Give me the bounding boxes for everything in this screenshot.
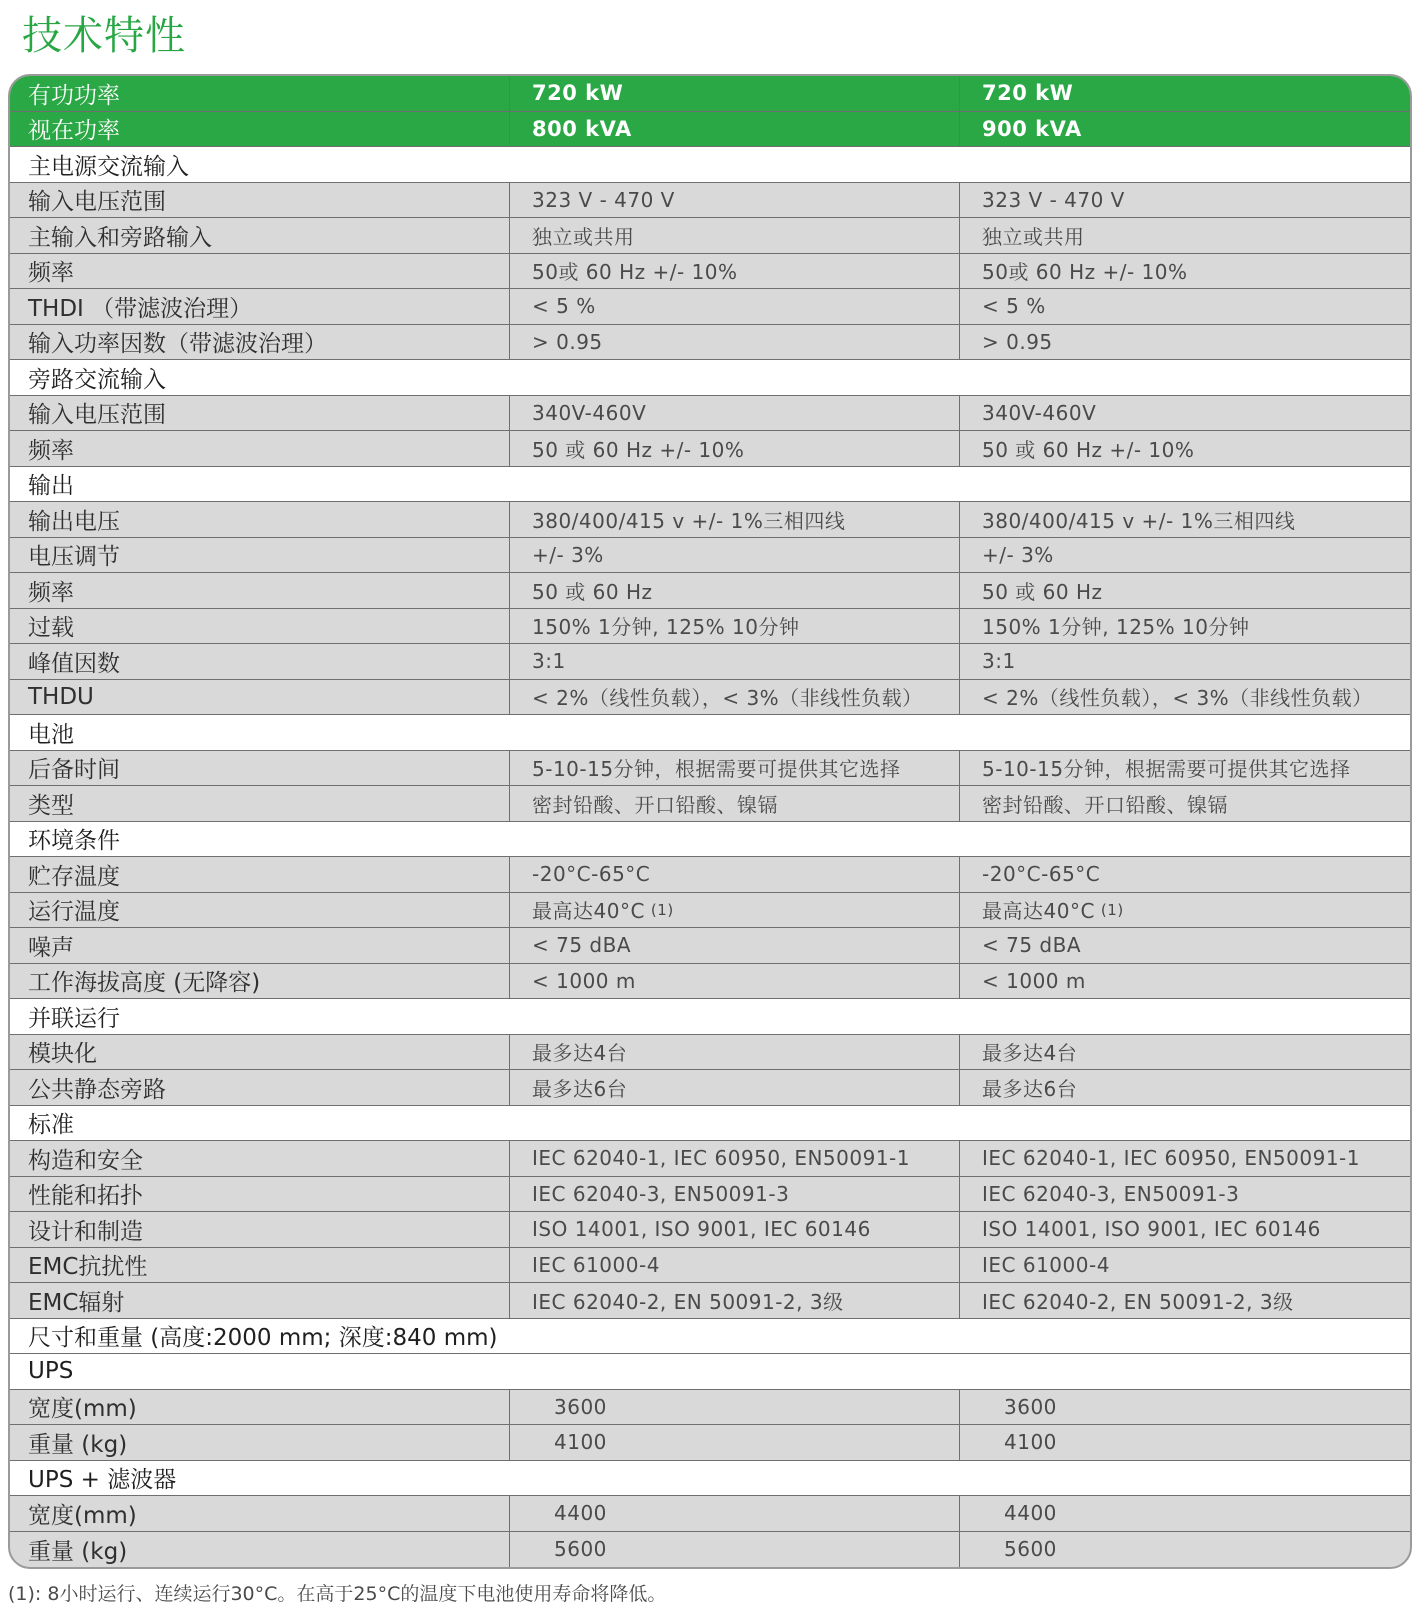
table-row (10, 289, 1410, 325)
spec-value-text: 50 或 60 Hz (982, 579, 1103, 604)
spec-value-text: IEC 62040-1, IEC 60950, EN50091-1 (982, 1146, 1360, 1171)
spec-value-text: 3600 (554, 1394, 607, 1419)
footnote-mark: (1) (1100, 900, 1124, 919)
spec-value-col1 (510, 680, 960, 715)
spec-value-col2 (960, 325, 1410, 360)
spec-value-col2 (960, 76, 1410, 111)
spec-value-text: 4400 (1004, 1501, 1057, 1526)
spec-value-col1 (510, 538, 960, 573)
spec-value-text: < 75 dBA (532, 933, 632, 958)
spec-value-text: ISO 14001, ISO 9001, IEC 60146 (982, 1217, 1321, 1242)
section-header (10, 999, 1410, 1035)
spec-value-text: IEC 61000-4 (532, 1252, 660, 1277)
section-header (10, 1106, 1410, 1142)
section-title: UPS + 滤波器 (28, 1467, 177, 1494)
table-row (10, 1248, 1410, 1284)
spec-value-text: 最多达6台 (982, 1076, 1078, 1101)
section-title: 环境条件 (28, 828, 120, 855)
spec-value-col2 (960, 502, 1410, 537)
spec-value-col1 (510, 644, 960, 679)
spec-value-text: +/- 3% (982, 542, 1054, 567)
spec-value-text: 800 kVA (532, 116, 632, 141)
spec-label: 设计和制造 (10, 1212, 510, 1247)
spec-value-text: 最多达4台 (532, 1041, 628, 1066)
table-row (10, 1283, 1410, 1319)
spec-value-text: 最高达40°C (982, 899, 1095, 924)
spec-value-text: 340V-460V (532, 400, 647, 425)
spec-label: 输出电压 (10, 502, 510, 537)
spec-value-text: 5-10-15分钟，根据需要可提供其它选择 (532, 757, 901, 782)
spec-value-text: 50 或 60 Hz (532, 579, 653, 604)
table-row (10, 1425, 1410, 1461)
spec-value-col2 (960, 1248, 1410, 1283)
spec-value-text: > 0.95 (982, 329, 1053, 354)
spec-value-col2 (960, 751, 1410, 786)
spec-value-col2 (960, 1035, 1410, 1070)
table-row (10, 751, 1410, 787)
footnote-mark: (1) (650, 900, 674, 919)
spec-value-col1 (510, 1248, 960, 1283)
spec-value-text: 4100 (1004, 1430, 1057, 1455)
section-header (10, 1461, 1410, 1497)
spec-value-text: 5600 (554, 1537, 607, 1562)
spec-value-text: < 5 % (532, 294, 596, 319)
spec-value-col1 (510, 1212, 960, 1247)
spec-value-col1 (510, 1177, 960, 1212)
table-row (10, 1496, 1410, 1532)
spec-value-text: 50 或 60 Hz +/- 10% (532, 437, 745, 462)
spec-value-col2 (960, 1283, 1410, 1318)
spec-label: EMC辐射 (10, 1283, 510, 1318)
spec-value-text: -20°C-65°C (982, 862, 1101, 887)
spec-label: 频率 (10, 254, 510, 289)
spec-value-col2 (960, 680, 1410, 715)
spec-value-col1 (510, 76, 960, 111)
spec-value-text: 380/400/415 v +/- 1%三相四线 (532, 508, 846, 533)
spec-label: 输入功率因数（带滤波治理） (10, 325, 510, 360)
section-header (10, 715, 1410, 751)
spec-value-col1 (510, 928, 960, 963)
spec-label: 输入电压范围 (10, 396, 510, 431)
spec-value-col1 (510, 1141, 960, 1176)
table-row (10, 218, 1410, 254)
spec-value-text: 50 或 60 Hz +/- 10% (982, 437, 1195, 462)
spec-label: 后备时间 (10, 751, 510, 786)
spec-value-text: IEC 62040-2, EN 50091-2, 3级 (982, 1289, 1294, 1314)
table-row (10, 1035, 1410, 1071)
table-row (10, 609, 1410, 645)
spec-value-col2 (960, 573, 1410, 608)
spec-label: 电压调节 (10, 538, 510, 573)
table-row (10, 644, 1410, 680)
spec-value-text: 380/400/415 v +/- 1%三相四线 (982, 508, 1296, 533)
spec-value-col1 (510, 1496, 960, 1531)
spec-value-col1 (510, 1390, 960, 1425)
spec-value-text: ISO 14001, ISO 9001, IEC 60146 (532, 1217, 871, 1242)
spec-label: 运行温度 (10, 893, 510, 928)
spec-value-text: 150% 1分钟, 125% 10分钟 (532, 615, 800, 640)
spec-value-col2 (960, 1390, 1410, 1425)
table-row (10, 396, 1410, 432)
table-row (10, 786, 1410, 822)
section-title: 主电源交流输入 (28, 153, 189, 180)
section-title: 尺寸和重量 (高度:2000 mm; 深度:840 mm) (28, 1325, 498, 1352)
spec-value-col2 (960, 218, 1410, 253)
spec-label: 视在功率 (10, 112, 510, 147)
spec-value-col1 (510, 112, 960, 147)
table-row (10, 680, 1410, 716)
table-row (10, 964, 1410, 1000)
spec-value-col1 (510, 964, 960, 999)
spec-value-text: -20°C-65°C (532, 862, 651, 887)
spec-value-text: 最高达40°C (532, 899, 645, 924)
footnote: (1): 8小时运行、连续运行30°C。在高于25°C的温度下电池使用寿命将降低。 (8, 1583, 667, 1605)
spec-value-col1 (510, 254, 960, 289)
spec-value-col1 (510, 609, 960, 644)
spec-value-col1 (510, 786, 960, 821)
spec-label: 宽度(mm) (10, 1390, 510, 1425)
section-title: 并联运行 (28, 1005, 120, 1032)
spec-value-text: 340V-460V (982, 400, 1097, 425)
page-title: 技术特性 (22, 13, 186, 59)
spec-value-col2 (960, 644, 1410, 679)
table-row (10, 325, 1410, 361)
spec-value-col1 (510, 183, 960, 218)
spec-value-text: 独立或共用 (532, 224, 635, 249)
spec-value-text: IEC 62040-3, EN50091-3 (982, 1181, 1240, 1206)
spec-value-text: 323 V - 470 V (982, 187, 1125, 212)
spec-value-text: 最多达6台 (532, 1076, 628, 1101)
spec-label: 工作海拔高度 (无降容) (10, 964, 510, 999)
spec-value-text: IEC 62040-2, EN 50091-2, 3级 (532, 1289, 844, 1314)
table-row (10, 502, 1410, 538)
spec-label: 主输入和旁路输入 (10, 218, 510, 253)
spec-value-text: 5-10-15分钟，根据需要可提供其它选择 (982, 757, 1351, 782)
spec-label: 贮存温度 (10, 857, 510, 892)
table-row (10, 1212, 1410, 1248)
spec-value-col2 (960, 289, 1410, 324)
spec-value-text: 720 kW (982, 81, 1074, 106)
spec-value-text: 4400 (554, 1501, 607, 1526)
table-row (10, 183, 1410, 219)
spec-value-col1 (510, 1425, 960, 1460)
spec-value-col2 (960, 786, 1410, 821)
spec-label: 重量 (kg) (10, 1532, 510, 1568)
spec-label: 公共静态旁路 (10, 1070, 510, 1105)
spec-value-text: 50或 60 Hz +/- 10% (982, 260, 1188, 285)
spec-value-text: 独立或共用 (982, 224, 1085, 249)
spec-value-text: 3:1 (982, 649, 1016, 674)
section-header (10, 360, 1410, 396)
spec-table (8, 74, 1412, 1569)
spec-value-text: IEC 61000-4 (982, 1252, 1110, 1277)
table-row (10, 1390, 1410, 1426)
section-title: 电池 (28, 721, 74, 748)
section-title: UPS (28, 1358, 74, 1385)
table-row (10, 538, 1410, 574)
spec-label: 噪声 (10, 928, 510, 963)
section-header (10, 147, 1410, 183)
spec-value-col1 (510, 857, 960, 892)
spec-label: 输入电压范围 (10, 183, 510, 218)
spec-value-text: 3600 (1004, 1394, 1057, 1419)
spec-value-col2 (960, 1496, 1410, 1531)
spec-value-col2 (960, 609, 1410, 644)
section-header (10, 822, 1410, 858)
spec-value-text: 密封铅酸、开口铅酸、镍镉 (982, 792, 1228, 817)
spec-value-text: 3:1 (532, 649, 566, 674)
spec-value-text: < 2%（线性负载），< 3%（非线性负载） (532, 686, 923, 711)
spec-value-col2 (960, 431, 1410, 466)
spec-label: 过载 (10, 609, 510, 644)
section-title: 旁路交流输入 (28, 366, 166, 393)
section-title: 标准 (28, 1112, 74, 1139)
spec-value-col2 (960, 1425, 1410, 1460)
spec-value-text: 50或 60 Hz +/- 10% (532, 260, 738, 285)
table-row (10, 431, 1410, 467)
spec-value-col1 (510, 325, 960, 360)
spec-value-text: < 2%（线性负载），< 3%（非线性负载） (982, 686, 1373, 711)
spec-value-text: 密封铅酸、开口铅酸、镍镉 (532, 792, 778, 817)
spec-value-text: < 1000 m (982, 968, 1086, 993)
section-header (10, 1354, 1410, 1390)
spec-value-col2 (960, 1212, 1410, 1247)
spec-value-col2 (960, 538, 1410, 573)
spec-value-col2 (960, 183, 1410, 218)
spec-label: THDI （带滤波治理） (10, 289, 510, 324)
spec-value-col2 (960, 254, 1410, 289)
spec-value-col2 (960, 1070, 1410, 1105)
spec-value-col2 (960, 964, 1410, 999)
spec-label: 有功功率 (10, 76, 510, 111)
table-row (10, 1177, 1410, 1213)
spec-value-text: < 1000 m (532, 968, 636, 993)
spec-value-col1 (510, 751, 960, 786)
spec-value-text: 900 kVA (982, 116, 1082, 141)
spec-label: 性能和拓扑 (10, 1177, 510, 1212)
spec-value-text: 最多达4台 (982, 1041, 1078, 1066)
spec-label: 模块化 (10, 1035, 510, 1070)
table-row (10, 1141, 1410, 1177)
table-row (10, 112, 1410, 148)
spec-value-col2 (960, 1177, 1410, 1212)
spec-label: THDU (10, 680, 510, 715)
spec-label: 频率 (10, 573, 510, 608)
spec-value-text: 4100 (554, 1430, 607, 1455)
section-title: 输出 (28, 473, 74, 500)
spec-value-col2 (960, 1532, 1410, 1568)
spec-value-col1 (510, 289, 960, 324)
table-row (10, 1070, 1410, 1106)
table-row (10, 1532, 1410, 1568)
spec-label: 宽度(mm) (10, 1496, 510, 1531)
spec-value-text: 323 V - 470 V (532, 187, 675, 212)
table-row (10, 76, 1410, 112)
spec-value-col1 (510, 502, 960, 537)
table-row (10, 928, 1410, 964)
spec-value-col1 (510, 1070, 960, 1105)
table-row (10, 857, 1410, 893)
spec-value-text: IEC 62040-3, EN50091-3 (532, 1181, 790, 1206)
table-row (10, 254, 1410, 290)
spec-value-col1 (510, 218, 960, 253)
spec-value-text: IEC 62040-1, IEC 60950, EN50091-1 (532, 1146, 910, 1171)
spec-value-col1 (510, 893, 960, 928)
section-header (10, 467, 1410, 503)
spec-label: 构造和安全 (10, 1141, 510, 1176)
table-row (10, 893, 1410, 929)
spec-value-text: > 0.95 (532, 329, 603, 354)
spec-value-text: < 75 dBA (982, 933, 1082, 958)
spec-label: 峰值因数 (10, 644, 510, 679)
table-row (10, 573, 1410, 609)
spec-value-col1 (510, 396, 960, 431)
spec-label: 重量 (kg) (10, 1425, 510, 1460)
spec-value-col1 (510, 573, 960, 608)
spec-value-col2 (960, 1141, 1410, 1176)
spec-label: 类型 (10, 786, 510, 821)
spec-value-col1 (510, 1283, 960, 1318)
spec-label: EMC抗扰性 (10, 1248, 510, 1283)
spec-value-text: +/- 3% (532, 542, 604, 567)
section-header (10, 1319, 1410, 1355)
spec-value-col2 (960, 112, 1410, 147)
spec-value-text: < 5 % (982, 294, 1046, 319)
spec-value-col2 (960, 857, 1410, 892)
spec-label: 频率 (10, 431, 510, 466)
spec-value-col1 (510, 1532, 960, 1568)
spec-value-text: 150% 1分钟, 125% 10分钟 (982, 615, 1250, 640)
spec-value-text: 720 kW (532, 81, 624, 106)
spec-value-col1 (510, 1035, 960, 1070)
spec-value-col2 (960, 396, 1410, 431)
spec-value-col1 (510, 431, 960, 466)
spec-value-text: 5600 (1004, 1537, 1057, 1562)
spec-value-col2 (960, 893, 1410, 928)
spec-value-col2 (960, 928, 1410, 963)
